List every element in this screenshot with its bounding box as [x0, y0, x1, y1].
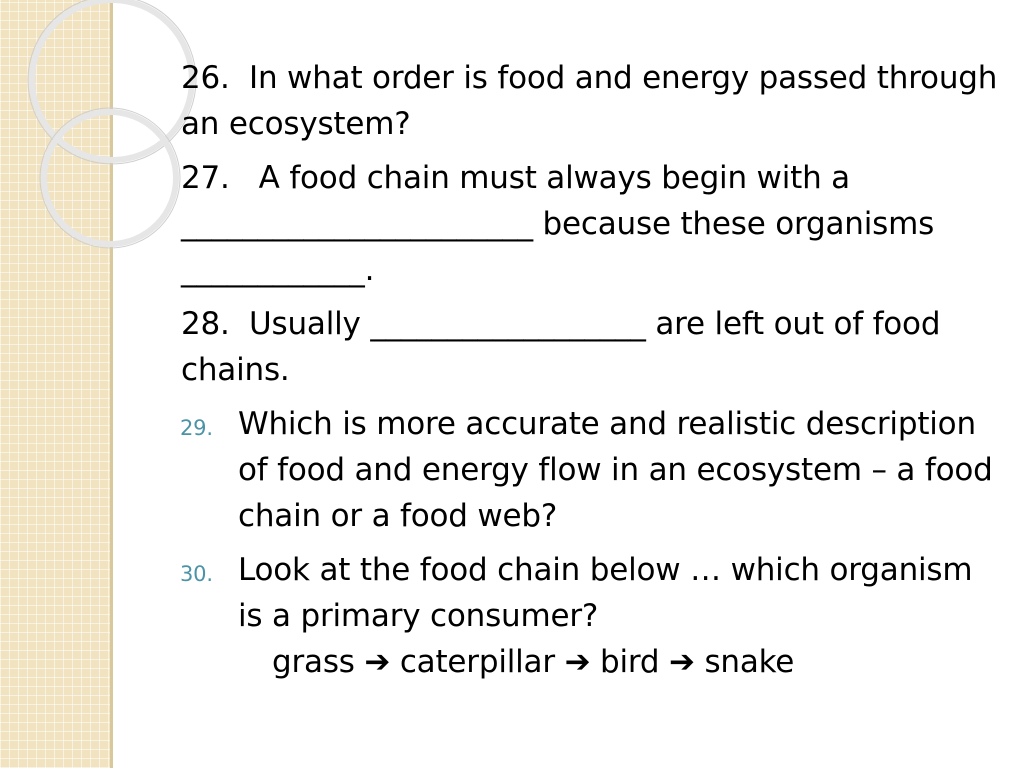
item-text: Which is more accurate and realistic description of food and energy flow in an ecosystem – a food chain or a food web? [238, 406, 993, 534]
chain-organism-bird: bird [600, 644, 660, 680]
item-text: Look at the food chain below … which organism is a primary consumer? [238, 552, 973, 634]
decorative-ring-small [44, 112, 176, 244]
question-29 [180, 401, 1001, 539]
question-28: 28. Usually __________________ are left out of food chains. [181, 306, 950, 388]
decorative-ring-small-outline [40, 108, 180, 248]
chain-organism-caterpillar: caterpillar [399, 644, 555, 680]
question-26: 26. In what order is food and energy passed through an ecosystem? [181, 60, 1007, 142]
item-number: 30. [180, 562, 213, 586]
right-arrow-icon: ➔ [564, 644, 591, 680]
chain-organism-grass: grass [272, 644, 355, 680]
right-arrow-icon: ➔ [364, 644, 391, 680]
decorative-rings [0, 0, 200, 300]
right-arrow-icon: ➔ [669, 644, 695, 680]
slide-content [180, 55, 1007, 693]
question-27: 27. A food chain must always begin with a _______________________ because these organisms ____________. [181, 160, 944, 288]
chain-organism-snake: snake [704, 644, 795, 680]
food-chain [238, 639, 1001, 685]
question-30 [180, 547, 1001, 685]
item-number: 29. [180, 416, 213, 440]
